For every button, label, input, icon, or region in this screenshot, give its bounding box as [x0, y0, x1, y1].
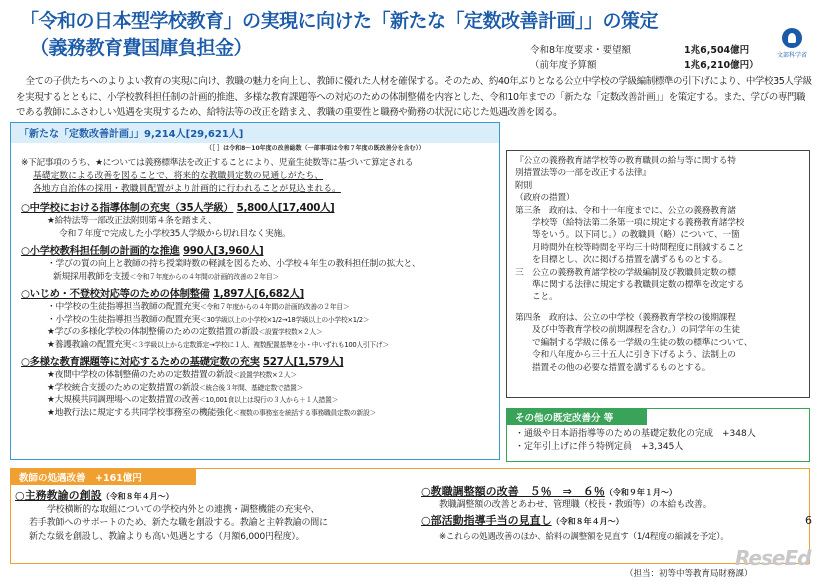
list-item: ★地教行法に規定する共同学校事務室の機能強化＜複数の事務室を統括する事務職員定数の新設＞: [47, 407, 376, 418]
list-item: ★大規模共同調理場への定数措置の改善＜10,001食以上は現行の３人から＋１人措置＞: [47, 395, 338, 405]
budget-summary: [530, 43, 759, 73]
plan-section-subject-teacher: ○小学校教科担任制の計画的な推進 990人[3,960人]: [21, 245, 264, 257]
treatment-panel: [10, 468, 810, 564]
page-title: 「令和の日本型学校教育」の実現に向けた「新たな「定数改善計画」」の策定: [20, 10, 659, 32]
law-excerpt-box: 『公立の義務教育諸学校等の教育職員の給与等に関する特 別措置法等の一部を改正する法律』 附則 （政府の措置） 第三条 政府は、令和十一年度までに、公立の義務教育諸 学校等（給特法第二条第一項に規定する義務教育諸学校 等をいう。以下同じ。）の教職員（略）について、一箇 月時間外在校等時間を平均三十時間程度に削減すること を目標とし、次に掲げる措置を講ずるものとする。 三 公立の義務教育諸学校の学級編制及び教職員定数の標 準に関する法律に規定する教職員定数の標準を改定する こと。 第四条 政府は、公立の中学校（義務教育学校の後期課程 及び中等教育学校の前期課程を含む。）の同学年の生徒 で編制する学級に係る一学級の生徒の数の標準について、 令和八年度から三十五人に引き下げるよう、法制上の 措置その他の必要な措置を講ずるものとする。: [506, 150, 810, 398]
other-improvements-panel: [506, 408, 810, 462]
mext-logo: 文部科学省: [772, 28, 812, 59]
plan-section-bullying: ○いじめ・不登校対応等のための体制整備 1,897人[6,682人]: [21, 288, 304, 300]
plan-section-diverse-issues: ○多様な教育課題等に対応するための基礎定数の充実 527人[1,579人]: [21, 356, 344, 368]
list-item: ★養護教諭の配置充実＜３学級以上から定数算定→学校に１人、複数配置基準を小・中いずれも100人引下げ＞: [47, 339, 389, 350]
budget-row-request: 令和8年度要求・要望額 1兆6,504億円: [530, 45, 750, 56]
treatment-heading: 教師の処遇改善 +161億円: [11, 469, 196, 485]
list-item: ・通級や日本語指導等のための基礎定数化の完成 +348人: [515, 429, 756, 439]
page-subtitle: （義務教育費国庫負担金）: [30, 37, 253, 59]
plan-panel: [10, 122, 500, 460]
list-item: 新規採用教師を支援＜令和７年度からの４年間の計画的改善の２年目＞: [53, 271, 279, 282]
adjustment-section: ○教職調整額の改善 ５％ ⇒ ６％（令和９年１月～） 教職調整額の改善とあわせ、管理職（校長・教頭等）の本給も改善。 ○部活動指導手当の見直し（令和８年４月～） ※これらの処遇改善のほか、給料の調整額を見直す（1/4程度の縮減を予定）。: [421, 485, 729, 542]
plan-heading-note: （［ ］は令和8～10年度の改善総数（一部事項は令和７年度の既改善分を含む））: [206, 145, 425, 152]
department-note: （担当：初等中等教育局財務課）: [625, 569, 753, 579]
intro-paragraph: 全ての子供たちへのよりよい教育の実現に向け、教職の魅力を向上し、教師に優れた人材を確保する。そのため、約40年ぶりとなる公立中学校の学級編制標準の引下げにより、中学校35人学級を実現するとともに、小学校教科担任制の計画的推進、多様な教育課題等への対応のための体制整備を内容とした、令和10年までの「新たな「定数改善計画」」を策定する。また、学びの専門職である教師にふさわしい処遇を実現するため、給特法等の改正を踏まえ、教職の重要性と職務や勤務の状況に応じた処遇改善を図る。: [16, 76, 812, 118]
list-item: ★学校統合支援のための定数措置の新設＜統合後３年間、基礎定数で措置＞: [47, 382, 303, 393]
plan-section-junior-high: ○中学校における指導体制の充実（35人学級） 5,800人[17,400人]: [21, 202, 335, 214]
list-item: ・定年引上げに伴う特例定員 +3,345人: [515, 442, 684, 452]
list-item: 令和７年度で完成した小学校35人学級から切れ目なく実施。: [59, 228, 291, 239]
list-item: ★夜間中学校の体制整備のための定数措置の新設＜設置学校数×２人＞: [47, 370, 297, 380]
list-item: ・学びの質の向上と教師の持ち授業時数の軽減を図るため、小学校４年生の教科担任制の拡大と、: [47, 259, 421, 269]
list-item: ★学びの多様化学校の体制整備のための定数措置の新設＜設置学校数×２人＞: [47, 327, 323, 337]
plan-note: ※下記事項のうち、★については義務標準法を改正することにより、児童生徒数等に基づいて算定される 基礎定数による改善を図ることで、将来的な教職員定数の見通しがたち、 各地方自治体の採用・教職員配置がより計画的に行われることが見込まれる。: [21, 158, 414, 194]
list-item: ★給特法等一部改正法附則第４条を踏まえ、: [47, 216, 217, 226]
other-improvements-heading: その他の既定改善分 等: [507, 409, 647, 425]
budget-row-previous: （前年度予算額 1兆6,210億円）: [530, 60, 759, 71]
page-number: 6: [805, 514, 812, 527]
list-item: ・小学校の生徒指導担当教師の配置充実＜30学級以上の小学校×1/2→18学級以上の小学校×1/2＞: [47, 314, 370, 325]
mext-emblem-icon: [782, 28, 802, 48]
senior-teacher-section: ○主務教諭の創設（令和８年４月～） 学校横断的な取組についての学校内外との連携・調整機能の充実や、 若手教師へのサポートのため、新たな職を創設する。教諭と主幹教諭の間に 新たな級を創設し、教諭よりも高い処遇とする（月額6,000円程度）。: [15, 489, 328, 542]
list-item: ・中学校の生徒指導担当教師の配置充実＜令和７年度からの４年間の計画的改善の２年目＞: [47, 302, 350, 312]
plan-heading: 「新たな「定数改善計画」」9,214人[29,621人]: [11, 123, 499, 143]
watermark-logo: ReseEd: [735, 546, 811, 570]
